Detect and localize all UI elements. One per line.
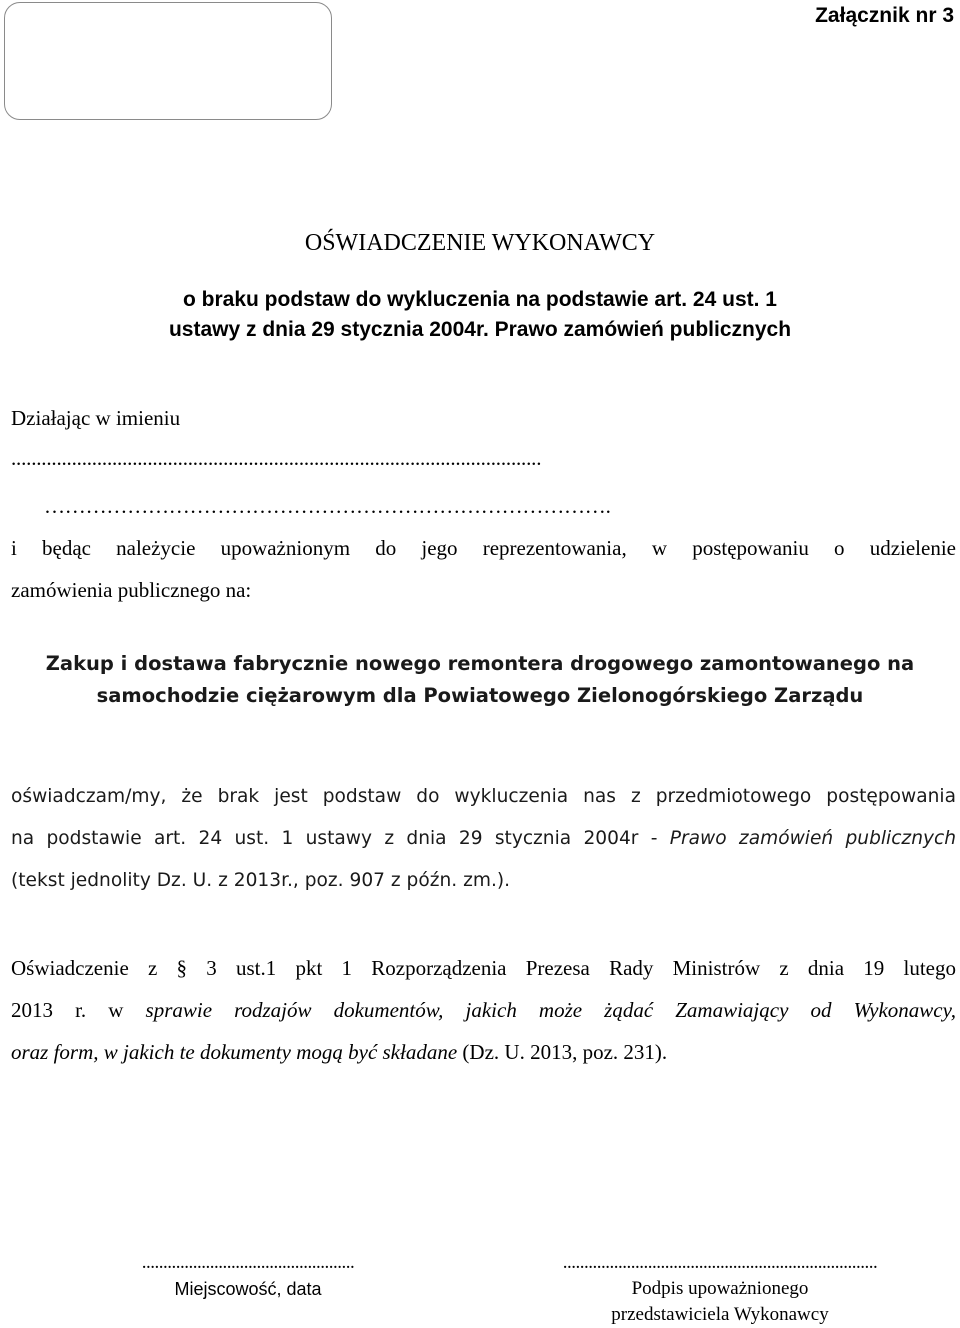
authorized-signature-label-1: Podpis upoważnionego [631, 1278, 809, 1299]
statement-line-3-text: (Dz. U. 2013, poz. 231). [457, 1040, 668, 1064]
regulation-title-italic: sprawie rodzajów dokumentów, jakich może żądać Zamawiający od Wykonawcy, [145, 998, 957, 1022]
place-date-dots: .................................................. [141, 1252, 355, 1273]
regulation-title-italic-cont: oraz form, w jakich te dokumenty mogą być składane [11, 1040, 458, 1064]
declaration-line-2 [11, 828, 956, 849]
statement-line-3 [11, 1040, 667, 1065]
place-date-label: Miejscowość, data [174, 1279, 322, 1299]
procurement-subject-line-1: Zakup i dostawa fabrycznie nowego remontera drogowego zamontowanego na [45, 652, 915, 675]
law-title-italic: Prawo zamówień publicznych [669, 828, 956, 849]
statement-line-2-text: 2013 r. w [11, 998, 146, 1022]
authorized-text-line-1: i będąc należycie upoważnionym do jego reprezentowania, w postępowaniu o udzielenie [11, 536, 956, 560]
contractor-name-dots-2: ………………………………………………………………………. [44, 494, 611, 518]
annex-label: Załącznik nr 3 [815, 4, 954, 27]
procurement-subject-line-2: samochodzie ciężarowym dla Powiatowego Zielonogórskiego Zarządu [96, 684, 864, 707]
subtitle-line-2: ustawy z dnia 29 stycznia 2004r. Prawo zamówień publicznych [168, 318, 792, 341]
statement-line-1: Oświadczenie z § 3 ust.1 pkt 1 Rozporządzenia Prezesa Rady Ministrów z dnia 19 lutego [11, 956, 956, 980]
signature-block-place-date [140, 1250, 356, 1302]
subtitle-line-1: o braku podstaw do wykluczenia na podstawie art. 24 ust. 1 [183, 288, 777, 311]
statement-line-2 [11, 998, 956, 1023]
declaration-line-2-text: na podstawie art. 24 ust. 1 ustawy z dnia 29 stycznia 2004r - [11, 828, 670, 849]
signature-block-authorized [508, 1250, 932, 1328]
authorized-signature-label-2: przedstawiciela Wykonawcy [611, 1304, 829, 1325]
declaration-line-1: oświadczam/my, że brak jest podstaw do wykluczenia nas z przedmiotowego postępowania [11, 786, 956, 807]
document-title: OŚWIADCZENIE WYKONAWCY [304, 230, 656, 256]
authorized-text-line-2: zamówienia publicznego na: [11, 578, 252, 602]
authorized-signature-dots: .......................................................................... [562, 1252, 878, 1273]
company-stamp-box [4, 2, 332, 120]
contractor-name-dots-1: ......................................................................................................... [11, 446, 542, 470]
acting-on-behalf-label: Działając w imieniu [11, 406, 181, 430]
declaration-line-3: (tekst jednolity Dz. U. z 2013r., poz. 907 z późn. zm.). [11, 870, 511, 891]
